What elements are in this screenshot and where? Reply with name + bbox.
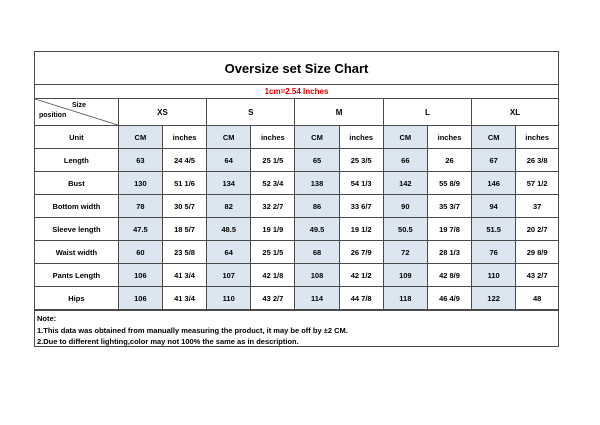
table-row bbox=[35, 287, 558, 310]
size-chart bbox=[34, 51, 559, 347]
unit-cm: CM bbox=[383, 126, 427, 149]
inches-cell: 44 7/8 bbox=[339, 287, 383, 310]
size-header-s: S bbox=[207, 99, 295, 126]
unit-inches: inches bbox=[427, 126, 471, 149]
inches-cell: 19 1/2 bbox=[339, 218, 383, 241]
cm-cell: 49.5 bbox=[295, 218, 339, 241]
inches-cell: 51 1/6 bbox=[162, 172, 206, 195]
inches-cell: 42 8/9 bbox=[427, 264, 471, 287]
inches-cell: 19 1/9 bbox=[251, 218, 295, 241]
row-label: Pants Length bbox=[35, 264, 118, 287]
inches-cell: 24 4/5 bbox=[162, 149, 206, 172]
table-row bbox=[35, 218, 558, 241]
cm-cell: 51.5 bbox=[472, 218, 516, 241]
cm-cell: 122 bbox=[472, 287, 516, 310]
inches-cell: 33 6/7 bbox=[339, 195, 383, 218]
inches-cell: 55 8/9 bbox=[427, 172, 471, 195]
inches-cell: 42 1/8 bbox=[251, 264, 295, 287]
inches-cell: 41 3/4 bbox=[162, 264, 206, 287]
table-row bbox=[35, 264, 558, 287]
cm-cell: 47.5 bbox=[118, 218, 162, 241]
cm-cell: 114 bbox=[295, 287, 339, 310]
size-table bbox=[35, 99, 558, 310]
inches-cell: 30 5/7 bbox=[162, 195, 206, 218]
size-header-row bbox=[35, 99, 558, 126]
conversion-note: 1cm=2.54 Inches bbox=[35, 85, 558, 99]
inches-cell: 18 5/7 bbox=[162, 218, 206, 241]
row-label: Hips bbox=[35, 287, 118, 310]
cm-cell: 146 bbox=[472, 172, 516, 195]
row-label: Sleeve length bbox=[35, 218, 118, 241]
inches-cell: 52 3/4 bbox=[251, 172, 295, 195]
cm-cell: 138 bbox=[295, 172, 339, 195]
cm-cell: 82 bbox=[207, 195, 251, 218]
inches-cell: 26 3/8 bbox=[516, 149, 558, 172]
unit-row bbox=[35, 126, 558, 149]
inches-cell: 43 2/7 bbox=[251, 287, 295, 310]
cm-cell: 60 bbox=[118, 241, 162, 264]
cm-cell: 65 bbox=[295, 149, 339, 172]
cm-cell: 64 bbox=[207, 149, 251, 172]
unit-inches: inches bbox=[516, 126, 558, 149]
inches-cell: 37 bbox=[516, 195, 558, 218]
unit-inches: inches bbox=[162, 126, 206, 149]
unit-cm: CM bbox=[207, 126, 251, 149]
inches-cell: 25 3/5 bbox=[339, 149, 383, 172]
unit-cm: CM bbox=[472, 126, 516, 149]
cm-cell: 78 bbox=[118, 195, 162, 218]
cm-cell: 50.5 bbox=[383, 218, 427, 241]
cm-cell: 64 bbox=[207, 241, 251, 264]
inches-cell: 23 5/8 bbox=[162, 241, 206, 264]
cm-cell: 108 bbox=[295, 264, 339, 287]
inches-cell: 32 2/7 bbox=[251, 195, 295, 218]
unit-cm: CM bbox=[295, 126, 339, 149]
inches-cell: 26 bbox=[427, 149, 471, 172]
cm-cell: 118 bbox=[383, 287, 427, 310]
cm-cell: 109 bbox=[383, 264, 427, 287]
inches-cell: 41 3/4 bbox=[162, 287, 206, 310]
row-label: Bust bbox=[35, 172, 118, 195]
inches-cell: 35 3/7 bbox=[427, 195, 471, 218]
inches-cell: 26 7/9 bbox=[339, 241, 383, 264]
inches-cell: 57 1/2 bbox=[516, 172, 558, 195]
unit-label: Unit bbox=[35, 126, 118, 149]
cm-cell: 106 bbox=[118, 264, 162, 287]
size-header-l: L bbox=[383, 99, 471, 126]
size-header-m: M bbox=[295, 99, 383, 126]
cm-cell: 48.5 bbox=[207, 218, 251, 241]
cm-cell: 107 bbox=[207, 264, 251, 287]
unit-inches: inches bbox=[251, 126, 295, 149]
chart-title: Oversize set Size Chart bbox=[35, 52, 558, 85]
inches-cell: 54 1/3 bbox=[339, 172, 383, 195]
cm-cell: 110 bbox=[472, 264, 516, 287]
corner-size-label: Size bbox=[72, 102, 87, 109]
inches-cell: 29 8/9 bbox=[516, 241, 558, 264]
cm-cell: 76 bbox=[472, 241, 516, 264]
note-line: 1.This data was obtained from manually measuring the product, it may be off by ±2 CM. bbox=[37, 325, 348, 335]
table-row bbox=[35, 172, 558, 195]
cm-cell: 142 bbox=[383, 172, 427, 195]
cm-cell: 66 bbox=[383, 149, 427, 172]
table-row bbox=[35, 241, 558, 264]
notes-section bbox=[35, 310, 558, 348]
inches-cell: 25 1/5 bbox=[251, 149, 295, 172]
cm-cell: 67 bbox=[472, 149, 516, 172]
cm-cell: 106 bbox=[118, 287, 162, 310]
inches-cell: 28 1/3 bbox=[427, 241, 471, 264]
cm-cell: 90 bbox=[383, 195, 427, 218]
inches-cell: 46 4/9 bbox=[427, 287, 471, 310]
inches-cell: 20 2/7 bbox=[516, 218, 558, 241]
unit-inches: inches bbox=[339, 126, 383, 149]
cm-cell: 86 bbox=[295, 195, 339, 218]
cm-cell: 68 bbox=[295, 241, 339, 264]
row-label: Length bbox=[35, 149, 118, 172]
cm-cell: 110 bbox=[207, 287, 251, 310]
inches-cell: 19 7/8 bbox=[427, 218, 471, 241]
unit-cm: CM bbox=[118, 126, 162, 149]
cm-cell: 130 bbox=[118, 172, 162, 195]
size-header-xs: XS bbox=[118, 99, 206, 126]
notes-heading: Note: bbox=[37, 314, 57, 323]
note-line: 2.Due to different lighting,color may not 100% the same as in description. bbox=[37, 337, 299, 346]
cm-cell: 72 bbox=[383, 241, 427, 264]
size-header-xl: XL bbox=[472, 99, 558, 126]
table-row bbox=[35, 149, 558, 172]
table-row bbox=[35, 195, 558, 218]
inches-cell: 43 2/7 bbox=[516, 264, 558, 287]
corner-cell bbox=[35, 99, 118, 126]
row-label: Bottom width bbox=[35, 195, 118, 218]
corner-position-label: position bbox=[39, 112, 67, 119]
inches-cell: 25 1/5 bbox=[251, 241, 295, 264]
cm-cell: 94 bbox=[472, 195, 516, 218]
inches-cell: 48 bbox=[516, 287, 558, 310]
row-label: Waist width bbox=[35, 241, 118, 264]
inches-cell: 42 1/2 bbox=[339, 264, 383, 287]
cm-cell: 134 bbox=[207, 172, 251, 195]
cm-cell: 63 bbox=[118, 149, 162, 172]
